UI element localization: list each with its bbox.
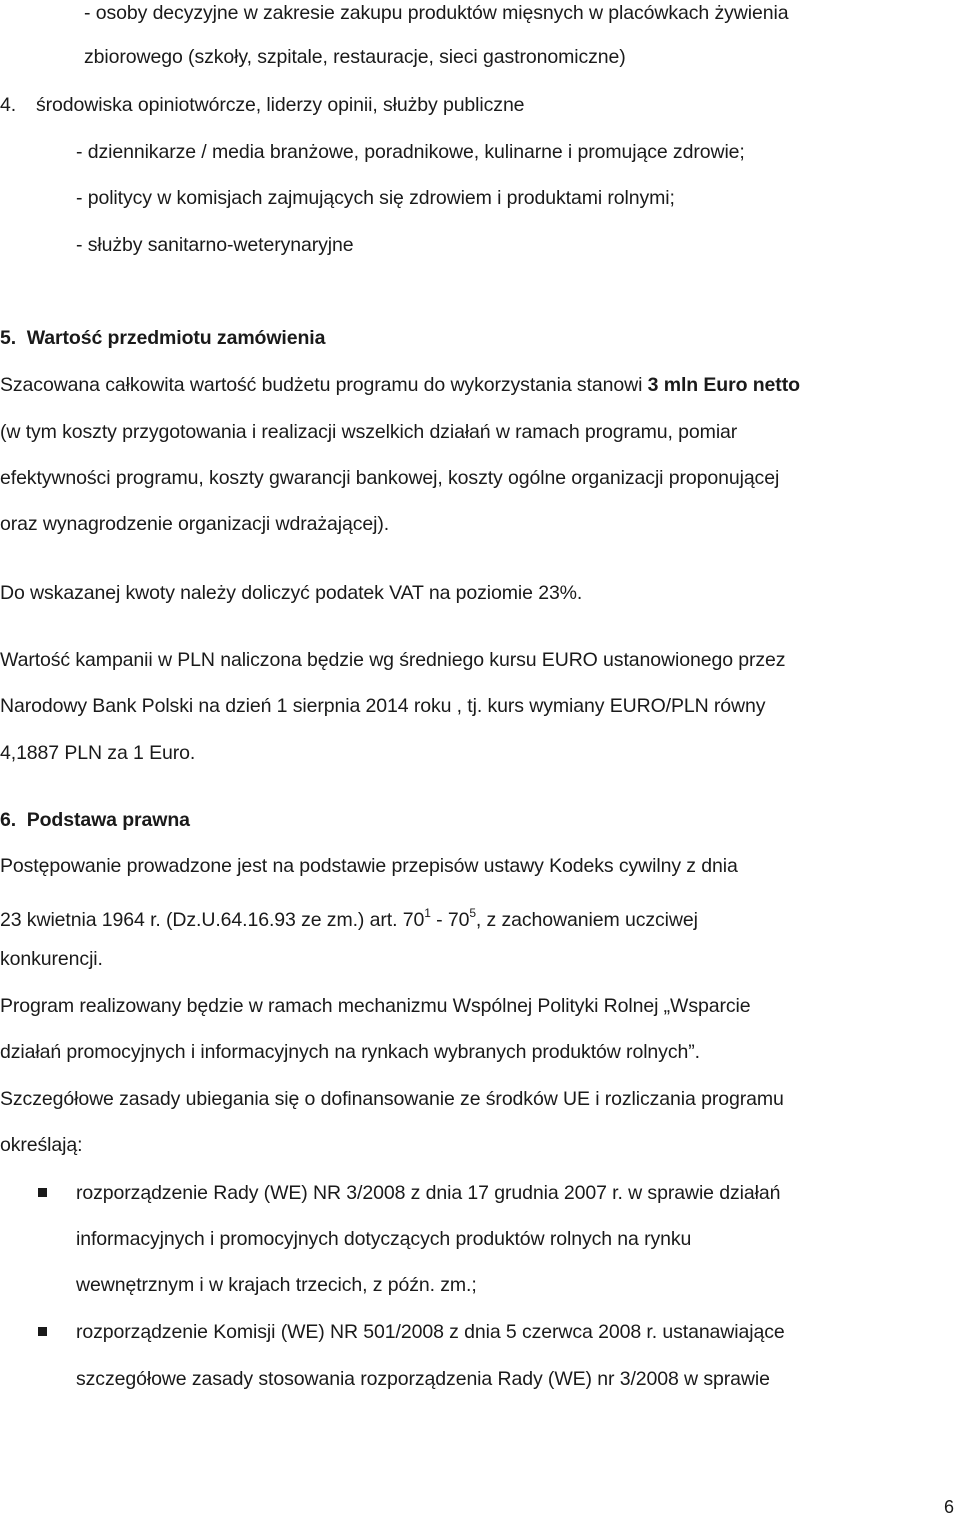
list-subitem: - dziennikarze / media branżowe, poradnikowe, kulinarne i promujące zdrowie; <box>76 141 745 163</box>
paragraph-line: Wartość kampanii w PLN naliczona będzie wg średniego kursu EURO ustanowionego przez <box>0 649 786 671</box>
section-heading: 5. Wartość przedmiotu zamówienia <box>0 327 326 349</box>
paragraph-line: Program realizowany będzie w ramach mechanizmu Wspólnej Polityki Rolnej „Wsparcie <box>0 995 751 1017</box>
superscript: 5 <box>469 906 476 920</box>
superscript: 1 <box>424 906 431 920</box>
bullet-square-icon <box>38 1188 47 1197</box>
budget-amount: 3 mln Euro netto <box>647 374 800 396</box>
bullet-item-line: wewnętrznym i w krajach trzecich, z późn. zm.; <box>76 1274 477 1296</box>
paragraph-line <box>0 900 698 933</box>
paragraph-line: Narodowy Bank Polski na dzień 1 sierpnia 2014 roku , tj. kurs wymiany EURO/PLN równy <box>0 695 766 717</box>
list-subitem: - politycy w komisjach zajmujących się zdrowiem i produktami rolnymi; <box>76 187 675 209</box>
paragraph-line: efektywności programu, koszty gwarancji bankowej, koszty ogólne organizacji proponującej <box>0 467 780 489</box>
paragraph-line: określają: <box>0 1134 83 1156</box>
paragraph-line: konkurencji. <box>0 948 103 970</box>
bullet-item-line: rozporządzenie Komisji (WE) NR 501/2008 z dnia 5 czerwca 2008 r. ustanawiające <box>76 1321 785 1343</box>
bullet-item-line: informacyjnych i promocyjnych dotyczących produktów rolnych na rynku <box>76 1228 692 1250</box>
bullet-square-icon <box>38 1327 47 1336</box>
paragraph-line <box>0 372 800 398</box>
paragraph-text: 23 kwietnia 1964 r. (Dz.U.64.16.93 ze zm.) art. 70 <box>0 909 425 931</box>
list-item: - osoby decyzyjne w zakresie zakupu produktów mięsnych w placówkach żywienia <box>84 2 789 24</box>
bullet-item-line: rozporządzenie Rady (WE) NR 3/2008 z dnia 17 grudnia 2007 r. w sprawie działań <box>76 1182 781 1204</box>
paragraph-text: Szacowana całkowita wartość budżetu programu do wykorzystania stanowi <box>0 374 648 396</box>
bullet-item-line: szczegółowe zasady stosowania rozporządzenia Rady (WE) nr 3/2008 w sprawie <box>76 1368 770 1390</box>
paragraph-line: Szczegółowe zasady ubiegania się o dofinansowanie ze środków UE i rozliczania programu <box>0 1088 784 1110</box>
list-subitem: - służby sanitarno-weterynaryjne <box>76 234 354 256</box>
list-item-continuation: zbiorowego (szkoły, szpitale, restauracje, sieci gastronomiczne) <box>84 46 626 68</box>
paragraph-line: Postępowanie prowadzone jest na podstawie przepisów ustawy Kodeks cywilny z dnia <box>0 855 738 877</box>
paragraph-line: Do wskazanej kwoty należy doliczyć podatek VAT na poziomie 23%. <box>0 582 583 604</box>
paragraph-text: - 70 <box>430 909 470 931</box>
list-item-title: środowiska opiniotwórcze, liderzy opinii, służby publiczne <box>36 94 525 116</box>
paragraph-line: 4,1887 PLN za 1 Euro. <box>0 742 196 764</box>
paragraph-line: (w tym koszty przygotowania i realizacji wszelkich działań w ramach programu, pomiar <box>0 421 738 443</box>
list-number: 4. <box>0 94 17 116</box>
paragraph-text: , z zachowaniem uczciwej <box>475 909 698 931</box>
page-number: 6 <box>944 1497 955 1517</box>
section-heading: 6. Podstawa prawna <box>0 809 190 831</box>
paragraph-line: działań promocyjnych i informacyjnych na rynkach wybranych produktów rolnych”. <box>0 1041 700 1063</box>
paragraph-line: oraz wynagrodzenie organizacji wdrażającej). <box>0 513 390 535</box>
